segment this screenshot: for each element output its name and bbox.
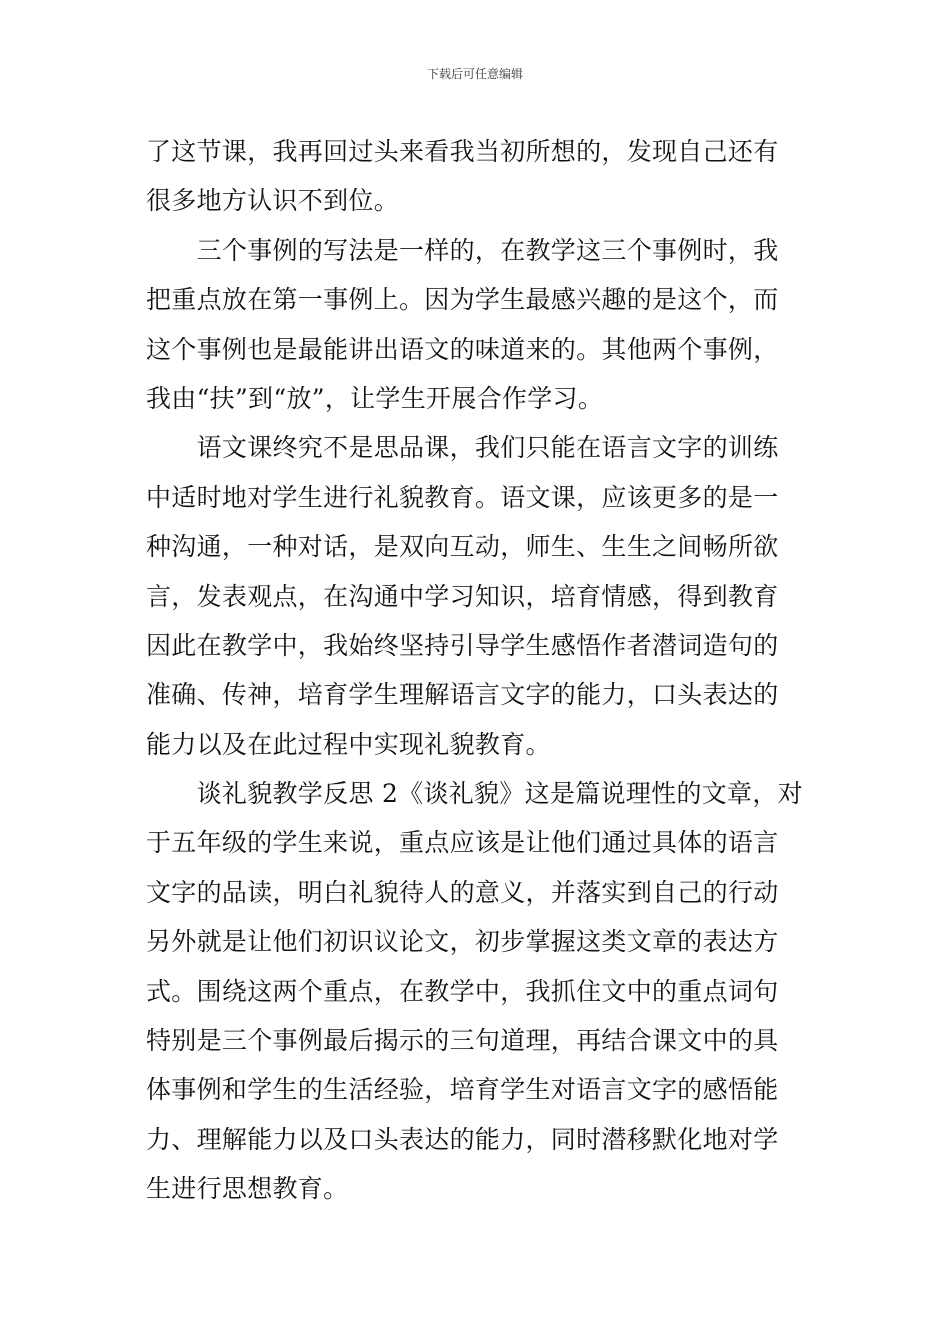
text-line: 这个事例也是最能讲出语文的味道来的。其他两个事例， bbox=[146, 334, 779, 364]
text-line: 特别是三个事例最后揭示的三句道理，再结合课文中的具 bbox=[146, 1026, 779, 1056]
page-header: 下载后可任意编辑 bbox=[426, 67, 523, 81]
text-line: 力、理解能力以及口头表达的能力，同时潜移默化地对学 bbox=[146, 1124, 779, 1154]
text-line: 很多地方认识不到位。 bbox=[146, 186, 400, 216]
text-line: 把重点放在第一事例上。因为学生最感兴趣的是这个，而 bbox=[146, 285, 779, 315]
text-line: 因此在教学中，我始终坚持引导学生感悟作者潜词造句的 bbox=[146, 630, 779, 660]
text-line: 另外就是让他们初识议论文，初步掌握这类文章的表达方 bbox=[146, 927, 779, 957]
text-line: 言，发表观点，在沟通中学习知识，培育情感，得到教育 bbox=[146, 581, 779, 611]
text-line: 种沟通，一种对话，是双向互动，师生、生生之间畅所欲 bbox=[146, 532, 779, 562]
text-line: 我由“扶”到“放”，让学生开展合作学习。 bbox=[146, 383, 604, 413]
document-body bbox=[146, 127, 808, 1214]
text-line: 语文课终究不是思品课，我们只能在语言文字的训练 bbox=[146, 433, 779, 463]
text-line: 文字的品读，明白礼貌待人的意义，并落实到自己的行动 bbox=[146, 877, 779, 907]
text-line: 谈礼貌教学反思 2《谈礼貌》这是篇说理性的文章，对 bbox=[146, 779, 803, 809]
text-line: 生进行思想教育。 bbox=[146, 1174, 349, 1204]
text-line: 三个事例的写法是一样的，在教学这三个事例时，我 bbox=[146, 235, 779, 265]
text-line: 于五年级的学生来说，重点应该是让他们通过具体的语言 bbox=[146, 828, 779, 858]
text-line: 体事例和学生的生活经验，培育学生对语言文字的感悟能 bbox=[146, 1075, 779, 1105]
text-line: 式。围绕这两个重点，在教学中，我抓住文中的重点词句 bbox=[146, 976, 779, 1006]
text-line: 准确、传神，培育学生理解语言文字的能力，口头表达的 bbox=[146, 680, 779, 710]
text-line: 中适时地对学生进行礼貌教育。语文课，应该更多的是一 bbox=[146, 482, 779, 512]
text-line: 了这节课，我再回过头来看我当初所想的，发现自己还有 bbox=[146, 137, 779, 166]
text-line: 能力以及在此过程中实现礼貌教育。 bbox=[146, 729, 551, 759]
